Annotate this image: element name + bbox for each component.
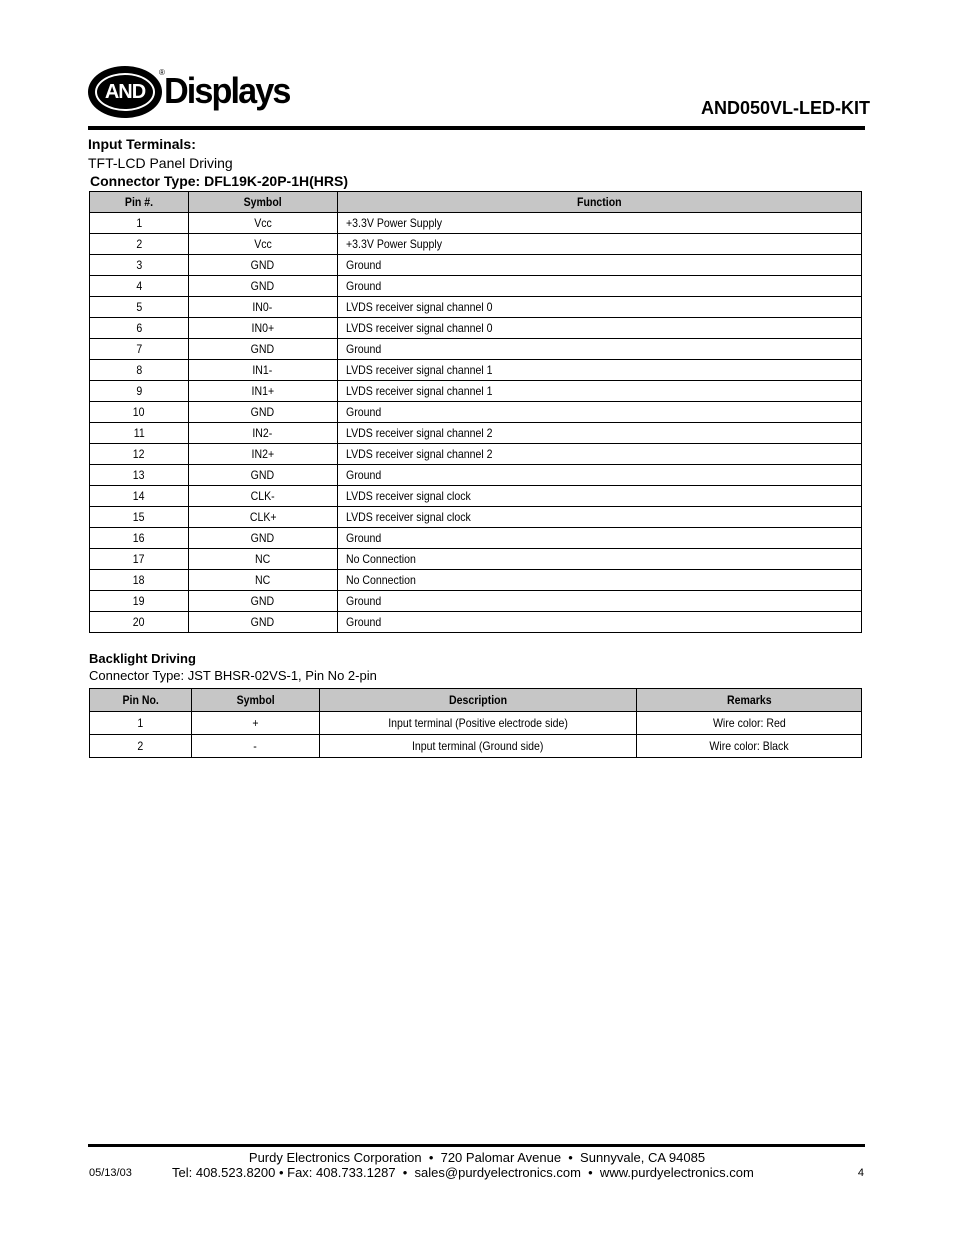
function-cell: Ground <box>337 465 861 486</box>
table-row <box>90 213 862 234</box>
function-cell: LVDS receiver signal clock <box>337 507 861 528</box>
table-row <box>90 297 862 318</box>
table-row <box>90 612 862 633</box>
table-header-row <box>90 689 862 712</box>
function-cell: Ground <box>337 255 861 276</box>
table-row <box>90 339 862 360</box>
function-cell: Ground <box>337 528 861 549</box>
symbol-cell: IN1+ <box>188 381 337 402</box>
symbol-cell: Vcc <box>188 234 337 255</box>
model-number: AND050VL-LED-KIT <box>700 98 870 118</box>
table-row <box>90 528 862 549</box>
backlight-connector-type: Connector Type: JST BHSR-02VS-1, Pin No 2-pin <box>89 668 377 683</box>
symbol-cell: GND <box>188 276 337 297</box>
column-header-symbol: Symbol <box>188 192 337 213</box>
table-header-row <box>90 192 862 213</box>
description-cell: Input terminal (Positive electrode side) <box>319 712 637 735</box>
pin-cell: 5 <box>90 297 189 318</box>
symbol-cell: CLK+ <box>188 507 337 528</box>
pin-cell: 13 <box>90 465 189 486</box>
pin-cell: 9 <box>90 381 189 402</box>
pin-cell: 19 <box>90 591 189 612</box>
table-row <box>90 735 862 758</box>
table-row <box>90 234 862 255</box>
table-row <box>90 591 862 612</box>
function-cell: Ground <box>337 402 861 423</box>
remarks-cell: Wire color: Red <box>637 712 862 735</box>
footer-date: 05/13/03 <box>89 1167 132 1179</box>
function-cell: LVDS receiver signal channel 1 <box>337 381 861 402</box>
pin-cell: 11 <box>90 423 189 444</box>
symbol-cell: NC <box>188 549 337 570</box>
function-cell: LVDS receiver signal channel 2 <box>337 444 861 465</box>
symbol-cell: IN0- <box>188 297 337 318</box>
and-displays-logo <box>88 64 308 122</box>
pin-cell: 1 <box>90 712 192 735</box>
function-cell: Ground <box>337 591 861 612</box>
page-number: 4 <box>857 1167 864 1179</box>
function-cell: LVDS receiver signal channel 0 <box>337 318 861 339</box>
symbol-cell: GND <box>188 402 337 423</box>
table-row <box>90 423 862 444</box>
table-row <box>90 276 862 297</box>
table-row <box>90 444 862 465</box>
symbol-cell: CLK- <box>188 486 337 507</box>
pin-cell: 18 <box>90 570 189 591</box>
pin-cell: 20 <box>90 612 189 633</box>
footer-contact: Tel: 408.523.8200 • Fax: 408.733.1287 • sales@purdyelectronics.com • www.purdyelectronics.com <box>172 1165 754 1180</box>
symbol-cell: GND <box>188 255 337 276</box>
pin-cell: 8 <box>90 360 189 381</box>
function-cell: LVDS receiver signal clock <box>337 486 861 507</box>
logo-badge <box>88 66 162 118</box>
table-row <box>90 507 862 528</box>
pin-cell: 2 <box>90 234 189 255</box>
symbol-cell: + <box>191 712 319 735</box>
column-header-pin: Pin #. <box>90 192 189 213</box>
pin-cell: 6 <box>90 318 189 339</box>
table-row <box>90 486 862 507</box>
symbol-cell: IN2+ <box>188 444 337 465</box>
table-row <box>90 318 862 339</box>
symbol-cell: GND <box>188 528 337 549</box>
function-cell: Ground <box>337 276 861 297</box>
description-cell: Input terminal (Ground side) <box>319 735 637 758</box>
footer-company-text: Purdy Electronics Corporation • 720 Palomar Avenue • Sunnyvale, CA 94085 <box>248 1150 706 1165</box>
function-cell: +3.3V Power Supply <box>337 234 861 255</box>
function-cell: Ground <box>337 339 861 360</box>
pin-cell: 14 <box>90 486 189 507</box>
symbol-cell: GND <box>188 612 337 633</box>
pin-cell: 1 <box>90 213 189 234</box>
function-cell: LVDS receiver signal channel 0 <box>337 297 861 318</box>
remarks-cell: Wire color: Black <box>637 735 862 758</box>
function-cell: No Connection <box>337 570 861 591</box>
symbol-cell: GND <box>188 591 337 612</box>
column-header-remarks: Remarks <box>637 689 862 712</box>
symbol-cell: IN1- <box>188 360 337 381</box>
column-header-pin-no: Pin No. <box>90 689 192 712</box>
symbol-cell: GND <box>188 339 337 360</box>
backlight-title: Backlight Driving <box>89 651 196 666</box>
symbol-cell: IN0+ <box>188 318 337 339</box>
pin-cell: 7 <box>90 339 189 360</box>
pin-cell: 17 <box>90 549 189 570</box>
table-row <box>90 255 862 276</box>
section-subtitle: TFT-LCD Panel Driving <box>88 155 233 171</box>
symbol-cell: NC <box>188 570 337 591</box>
logo-badge-text: AND <box>95 73 155 111</box>
pin-cell: 2 <box>90 735 192 758</box>
panel-pin-table <box>89 191 862 633</box>
function-cell: No Connection <box>337 549 861 570</box>
registered-mark: ® <box>159 68 165 77</box>
function-cell: Ground <box>337 612 861 633</box>
table-row <box>90 402 862 423</box>
symbol-cell: IN2- <box>188 423 337 444</box>
backlight-pin-table <box>89 688 862 758</box>
table-row <box>90 549 862 570</box>
table-row <box>90 712 862 735</box>
footer-rule <box>88 1144 865 1147</box>
section-title: Input Terminals: <box>88 136 196 152</box>
table-row <box>90 570 862 591</box>
table-row <box>90 465 862 486</box>
symbol-cell: GND <box>188 465 337 486</box>
column-header-description: Description <box>319 689 637 712</box>
pin-cell: 3 <box>90 255 189 276</box>
pin-cell: 10 <box>90 402 189 423</box>
function-cell: LVDS receiver signal channel 1 <box>337 360 861 381</box>
symbol-cell: - <box>191 735 319 758</box>
pin-cell: 4 <box>90 276 189 297</box>
table-row <box>90 381 862 402</box>
panel-connector-type: Connector Type: DFL19K-20P-1H(HRS) <box>90 173 348 189</box>
table-row <box>90 360 862 381</box>
pin-cell: 12 <box>90 444 189 465</box>
pin-cell: 16 <box>90 528 189 549</box>
symbol-cell: Vcc <box>188 213 337 234</box>
header-rule <box>88 126 865 130</box>
footer-company-address <box>0 1150 954 1165</box>
column-header-symbol: Symbol <box>191 689 319 712</box>
pin-cell: 15 <box>90 507 189 528</box>
column-header-function: Function <box>337 192 861 213</box>
function-cell: LVDS receiver signal channel 2 <box>337 423 861 444</box>
logo-wordmark: Displays <box>164 70 290 111</box>
function-cell: +3.3V Power Supply <box>337 213 861 234</box>
